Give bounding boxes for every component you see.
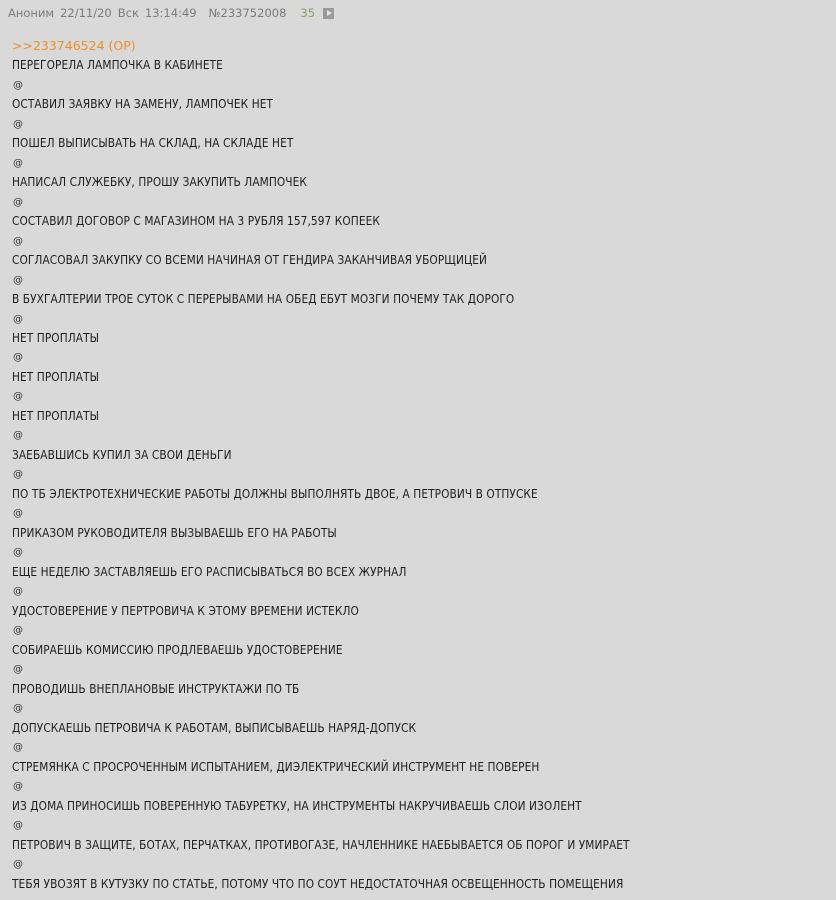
post-text-line: СОГЛАСОВАЛ ЗАКУПКУ СО ВСЕМИ НАЧИНАЯ ОТ ГЕНДИРА ЗАКАНЧИВАЯ УБОРЩИЦЕЙ: [12, 252, 488, 267]
separator-at: @: [13, 196, 24, 208]
play-icon[interactable]: [323, 8, 334, 19]
post-text-line: ПОШЕЛ ВЫПИСЫВАТЬ НА СКЛАД, НА СКЛАДЕ НЕТ: [12, 135, 294, 150]
post-date: 22/11/20: [60, 6, 112, 20]
separator-at: @: [13, 391, 24, 403]
separator-at: @: [13, 859, 24, 871]
post-text-line: НАПИСАЛ СЛУЖЕБКУ, ПРОШУ ЗАКУПИТЬ ЛАМПОЧЕК: [12, 174, 307, 189]
separator-at: @: [13, 625, 24, 637]
post-text-line: В БУХГАЛТЕРИИ ТРОЕ СУТОК С ПЕРЕРЫВАМИ НА ОБЕД ЕБУТ МОЗГИ ПОЧЕМУ ТАК ДОРОГО: [12, 291, 515, 306]
separator-at: @: [13, 274, 24, 286]
post-text-line: ПРОВОДИШЬ ВНЕПЛАНОВЫЕ ИНСТРУКТАЖИ ПО ТБ: [12, 681, 300, 696]
separator-at: @: [13, 352, 24, 364]
post-text-line: ИЗ ДОМА ПРИНОСИШЬ ПОВЕРЕННУЮ ТАБУРЕТКУ, НА ИНСТРУМЕНТЫ НАКРУЧИВАЕШЬ СЛОИ ИЗОЛЕНТ: [12, 798, 582, 813]
poster-name: Аноним: [8, 6, 55, 20]
reply-count: 35: [300, 6, 316, 20]
post-text-line: УДОСТОВЕРЕНИЕ У ПЕРТРОВИЧА К ЭТОМУ ВРЕМЕНИ ИСТЕКЛО: [12, 603, 359, 618]
post-text-line: НЕТ ПРОПЛАТЫ: [12, 369, 100, 384]
separator-at: @: [13, 313, 24, 325]
separator-at: @: [13, 781, 24, 793]
post-text-line: ДОПУСКАЕШЬ ПЕТРОВИЧА К РАБОТАМ, ВЫПИСЫВАЕШЬ НАРЯД-ДОПУСК: [12, 720, 417, 735]
separator-at: @: [13, 118, 24, 130]
separator-at: @: [13, 157, 24, 169]
separator-at: @: [13, 703, 24, 715]
separator-at: @: [13, 664, 24, 676]
post-text-line: ПО ТБ ЭЛЕКТРОТЕХНИЧЕСКИЕ РАБОТЫ ДОЛЖНЫ ВЫПОЛНЯТЬ ДВОЕ, А ПЕТРОВИЧ В ОТПУСКЕ: [12, 486, 538, 501]
separator-at: @: [13, 586, 24, 598]
reply-link[interactable]: >>233746524 (OP): [12, 38, 136, 53]
post-number-link[interactable]: №233752008: [208, 6, 287, 20]
post-time: 13:14:49: [144, 6, 197, 20]
post-text-line: НЕТ ПРОПЛАТЫ: [12, 330, 100, 345]
post-text-line: ПРИКАЗОМ РУКОВОДИТЕЛЯ ВЫЗЫВАЕШЬ ЕГО НА РАБОТЫ: [12, 525, 337, 540]
separator-at: @: [13, 547, 24, 559]
post-text-line: НЕТ ПРОПЛАТЫ: [12, 408, 100, 423]
post-weekday: Вск: [117, 6, 139, 20]
separator-at: @: [13, 742, 24, 754]
post-text-line: ТЕБЯ УВОЗЯТ В КУТУЗКУ ПО СТАТЬЕ, ПОТОМУ ЧТО ПО СОУТ НЕДОСТАТОЧНАЯ ОСВЕЩЕННОСТЬ ПОМЕЩЕНИЯ: [12, 876, 624, 891]
separator-at: @: [13, 508, 24, 520]
separator-at: @: [13, 469, 24, 481]
separator-at: @: [13, 79, 24, 91]
post-body: [12, 56, 834, 894]
post-text-line: ПЕТРОВИЧ В ЗАЩИТЕ, БОТАХ, ПЕРЧАТКАХ, ПРОТИВОГАЗЕ, НАЧЛЕННИКЕ НАЕБЫВАЕТСЯ ОБ ПОРОГ И УМИРАЕТ: [12, 837, 630, 852]
post-text-line: СОСТАВИЛ ДОГОВОР С МАГАЗИНОМ НА 3 РУБЛЯ 157,597 КОПЕЕК: [12, 213, 380, 228]
separator-at: @: [13, 430, 24, 442]
post-text-line: СТРЕМЯНКА С ПРОСРОЧЕННЫМ ИСПЫТАНИЕМ, ДИЭЛЕКТРИЧЕСКИЙ ИНСТРУМЕНТ НЕ ПОВЕРЕН: [12, 759, 540, 774]
separator-at: @: [13, 235, 24, 247]
post-text-line: ЕЩЕ НЕДЕЛЮ ЗАСТАВЛЯЕШЬ ЕГО РАСПИСЫВАТЬСЯ ВО ВСЕХ ЖУРНАЛ: [12, 564, 407, 579]
post-text-line: СОБИРАЕШЬ КОМИССИЮ ПРОДЛЕВАЕШЬ УДОСТОВЕРЕНИЕ: [12, 642, 343, 657]
post-text-line: ОСТАВИЛ ЗАЯВКУ НА ЗАМЕНУ, ЛАМПОЧЕК НЕТ: [12, 96, 274, 111]
post-text-line: ЗАЕБАВШИСЬ КУПИЛ ЗА СВОИ ДЕНЬГИ: [12, 447, 232, 462]
post-text-line: ПЕРЕГОРЕЛА ЛАМПОЧКА В КАБИНЕТЕ: [12, 58, 223, 72]
separator-at: @: [13, 820, 24, 832]
post-header: [8, 4, 334, 22]
